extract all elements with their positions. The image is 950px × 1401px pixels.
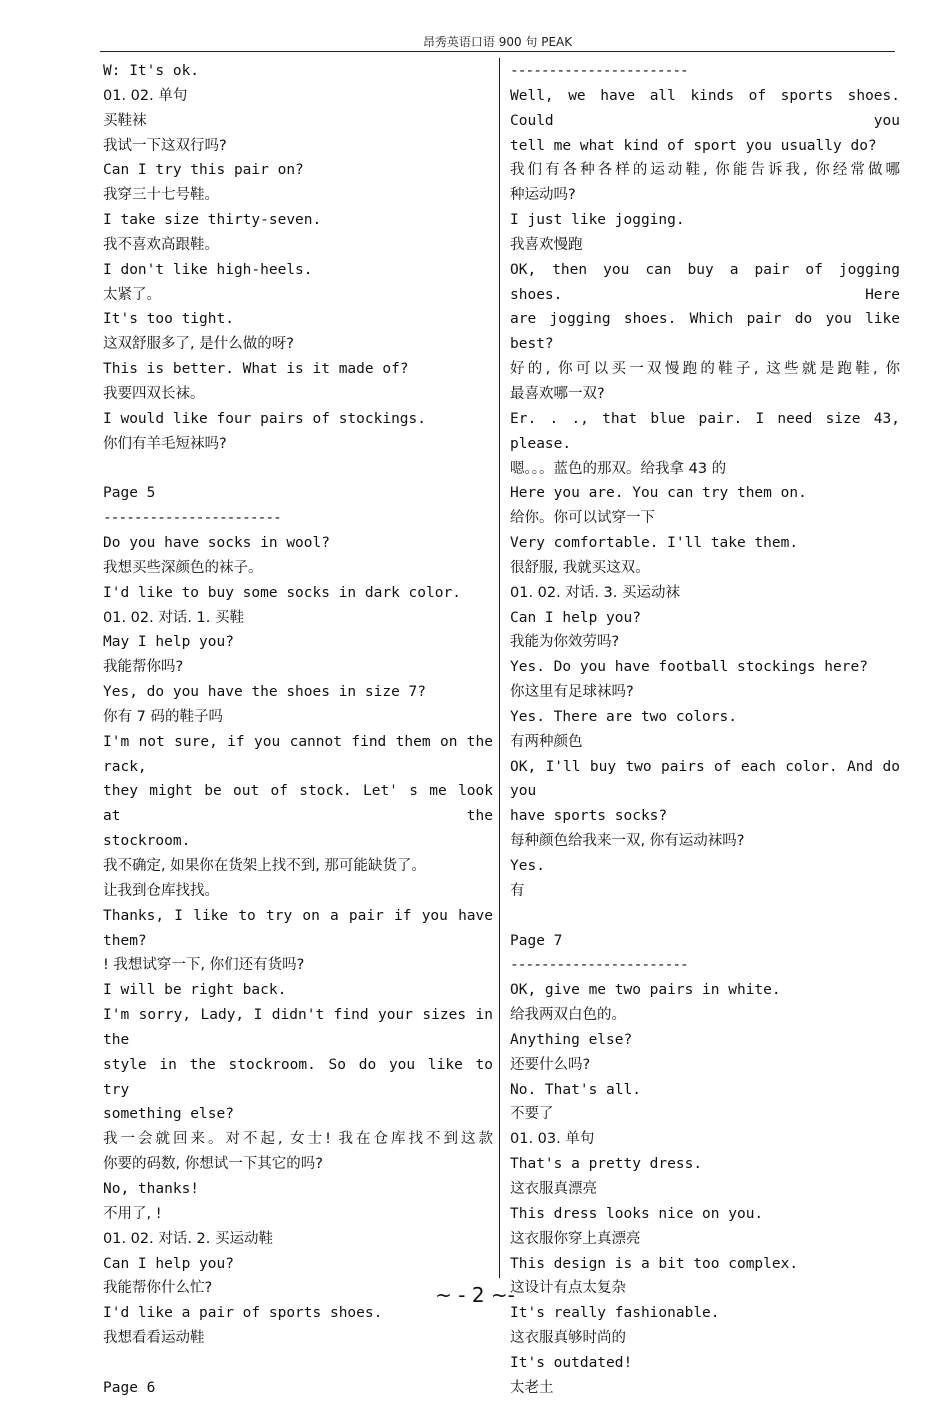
text-line: May I help you?	[103, 634, 234, 651]
text-line	[103, 457, 493, 482]
text-line: 嗯。。。蓝色的那双。给我拿 43 的	[510, 460, 727, 477]
text-line: 我不喜欢高跟鞋。	[103, 236, 219, 253]
text-line: Er. . ., that blue pair. I need size 43, please.	[510, 410, 900, 452]
text-line: 我一会就回来。对不起, 女士! 我在仓库找不到这款	[103, 1131, 493, 1148]
text-line: OK, then you can buy a pair of jogging shoes. Here	[510, 261, 900, 303]
column-divider	[499, 58, 500, 1278]
text-line: are jogging shoes. Which pair do you like best?	[510, 311, 900, 353]
text-line: tell me what kind of sport you usually do?	[510, 137, 877, 154]
text-line: I'd like to buy some socks in dark color.	[103, 584, 461, 601]
text-line: 01. 03. 单句	[510, 1131, 595, 1148]
text-line: 我们有各种各样的运动鞋, 你能告诉我, 你经常做哪	[510, 162, 900, 179]
text-line: This dress looks nice on you.	[510, 1205, 764, 1222]
text-line: 这衣服真漂亮	[510, 1180, 597, 1197]
text-line: Well, we have all kinds of sports shoes. Could you	[510, 87, 900, 129]
text-line: 我能帮你什么忙?	[103, 1280, 213, 1297]
text-line: 每种颜色给我来一双, 你有运动袜吗?	[510, 833, 745, 850]
text-line: 这衣服真够时尚的	[510, 1330, 626, 1347]
text-line: Thanks, I like to try on a pair if you have them?	[103, 907, 493, 949]
text-line: Can I help you?	[103, 1255, 234, 1272]
header-rule	[100, 51, 895, 52]
text-line: 这双舒服多了, 是什么做的呀?	[103, 336, 294, 353]
text-line: 我穿三十七号鞋。	[103, 187, 219, 204]
text-line: I don't like high-heels.	[103, 261, 313, 278]
text-line: W: It's ok.	[103, 63, 200, 79]
text-line: 最喜欢哪一双?	[510, 385, 605, 402]
text-line: 种运动吗?	[510, 187, 576, 204]
text-line	[103, 1351, 493, 1376]
text-line: style in the stockroom. So do you like to try	[103, 1056, 493, 1098]
text-line: they might be out of stock. Let' s me look at the	[103, 783, 493, 825]
text-line: It's outdated!	[510, 1354, 633, 1371]
text-line: 太老土	[510, 1379, 554, 1396]
text-line: 01. 02. 对话. 2. 买运动鞋	[103, 1230, 273, 1247]
text-line: I would like four pairs of stockings.	[103, 410, 427, 427]
text-line: This design is a bit too complex.	[510, 1255, 799, 1272]
text-line: 有	[510, 882, 525, 899]
text-line: It's too tight.	[103, 311, 234, 328]
text-line: 我试一下这双行吗?	[103, 137, 227, 154]
text-line: No, thanks!	[103, 1180, 200, 1197]
text-line: ! 我想试穿一下, 你们还有货吗?	[103, 957, 305, 974]
text-line: Do you have socks in wool?	[103, 535, 330, 552]
text-line: 我能帮你吗?	[103, 659, 184, 676]
text-line: 我要四双长袜。	[103, 385, 205, 402]
left-column	[103, 59, 493, 1401]
text-line: 有两种颜色	[510, 733, 583, 750]
text-line: 还要什么吗?	[510, 1056, 591, 1073]
text-line: I'd like a pair of sports shoes.	[103, 1305, 383, 1322]
text-line: I'm sorry, Lady, I didn't find your sizes in the	[103, 1007, 493, 1048]
text-line: 01. 02. 单句	[103, 87, 188, 104]
page-header: 昂秀英语口语 900 句 PEAK	[422, 35, 573, 49]
text-line: Can I try this pair on?	[103, 162, 304, 179]
text-line: I just like jogging.	[510, 212, 685, 229]
text-line: 给我两双白色的。	[510, 1007, 626, 1024]
text-line: 我想看看运动鞋	[103, 1330, 205, 1347]
text-line: 这衣服你穿上真漂亮	[510, 1230, 641, 1247]
text-line: -----------------------	[510, 957, 688, 974]
text-line: 买鞋袜	[103, 112, 147, 129]
text-line: Yes. Do you have football stockings here?	[510, 659, 868, 676]
text-line: 我喜欢慢跑	[510, 236, 583, 253]
right-column	[510, 59, 900, 1401]
text-line: stockroom.	[103, 833, 191, 850]
text-line: Yes. There are two colors.	[510, 708, 737, 725]
text-line: -----------------------	[510, 63, 688, 79]
text-line: No. That's all.	[510, 1081, 641, 1098]
text-line: I will be right back.	[103, 982, 287, 999]
text-line: This is better. What is it made of?	[103, 361, 409, 378]
page-number: ~ - 2 ~-	[435, 1283, 515, 1307]
text-line: It's really fashionable.	[510, 1305, 720, 1322]
text-line: have sports socks?	[510, 808, 668, 825]
text-line: 你要的码数, 你想试一下其它的吗?	[103, 1156, 323, 1173]
text-line: 我不确定, 如果你在货架上找不到, 那可能缺货了。	[103, 858, 426, 874]
text-line: That's a pretty dress.	[510, 1156, 703, 1173]
text-line: Page 5	[103, 485, 156, 502]
text-line: 01. 02. 对话. 3. 买运动袜	[510, 584, 680, 601]
text-line: 不用了, !	[103, 1205, 162, 1222]
text-line: 你这里有足球袜吗?	[510, 684, 634, 701]
text-line: 让我到仓库找找。	[103, 882, 219, 899]
text-line: 我能为你效劳吗?	[510, 634, 620, 651]
text-line: 太紧了。	[103, 286, 161, 303]
text-line: 给你。你可以试穿一下	[510, 510, 655, 527]
text-line	[510, 904, 900, 929]
text-line: Yes, do you have the shoes in size 7?	[103, 684, 427, 701]
text-line: Yes.	[510, 858, 545, 874]
text-line: 我想买些深颜色的袜子。	[103, 559, 263, 576]
text-line: Page 6	[103, 1379, 156, 1396]
text-line: OK, I'll buy two pairs of each color. And do you	[510, 758, 900, 800]
text-line: OK, give me two pairs in white.	[510, 982, 781, 999]
text-line: Here you are. You can try them on.	[510, 485, 807, 502]
text-line: 不要了	[510, 1106, 554, 1123]
text-line: Very comfortable. I'll take them.	[510, 535, 799, 552]
text-line: 好的, 你可以买一双慢跑的鞋子, 这些就是跑鞋, 你	[510, 361, 900, 378]
text-line: I'm not sure, if you cannot find them on the rack,	[103, 733, 493, 775]
text-line: 你们有羊毛短袜吗?	[103, 435, 227, 452]
text-line: -----------------------	[103, 510, 281, 527]
text-line: I take size thirty-seven.	[103, 212, 322, 229]
text-line: 这设计有点太复杂	[510, 1280, 626, 1297]
text-line: Page 7	[510, 932, 563, 949]
text-line: something else?	[103, 1106, 234, 1123]
text-line: Anything else?	[510, 1031, 633, 1048]
text-line: 很舒服, 我就买这双。	[510, 559, 650, 576]
text-line: 01. 02. 对话. 1. 买鞋	[103, 609, 244, 626]
text-line: 你有 7 码的鞋子吗	[103, 708, 223, 725]
text-line: Can I help you?	[510, 609, 641, 626]
